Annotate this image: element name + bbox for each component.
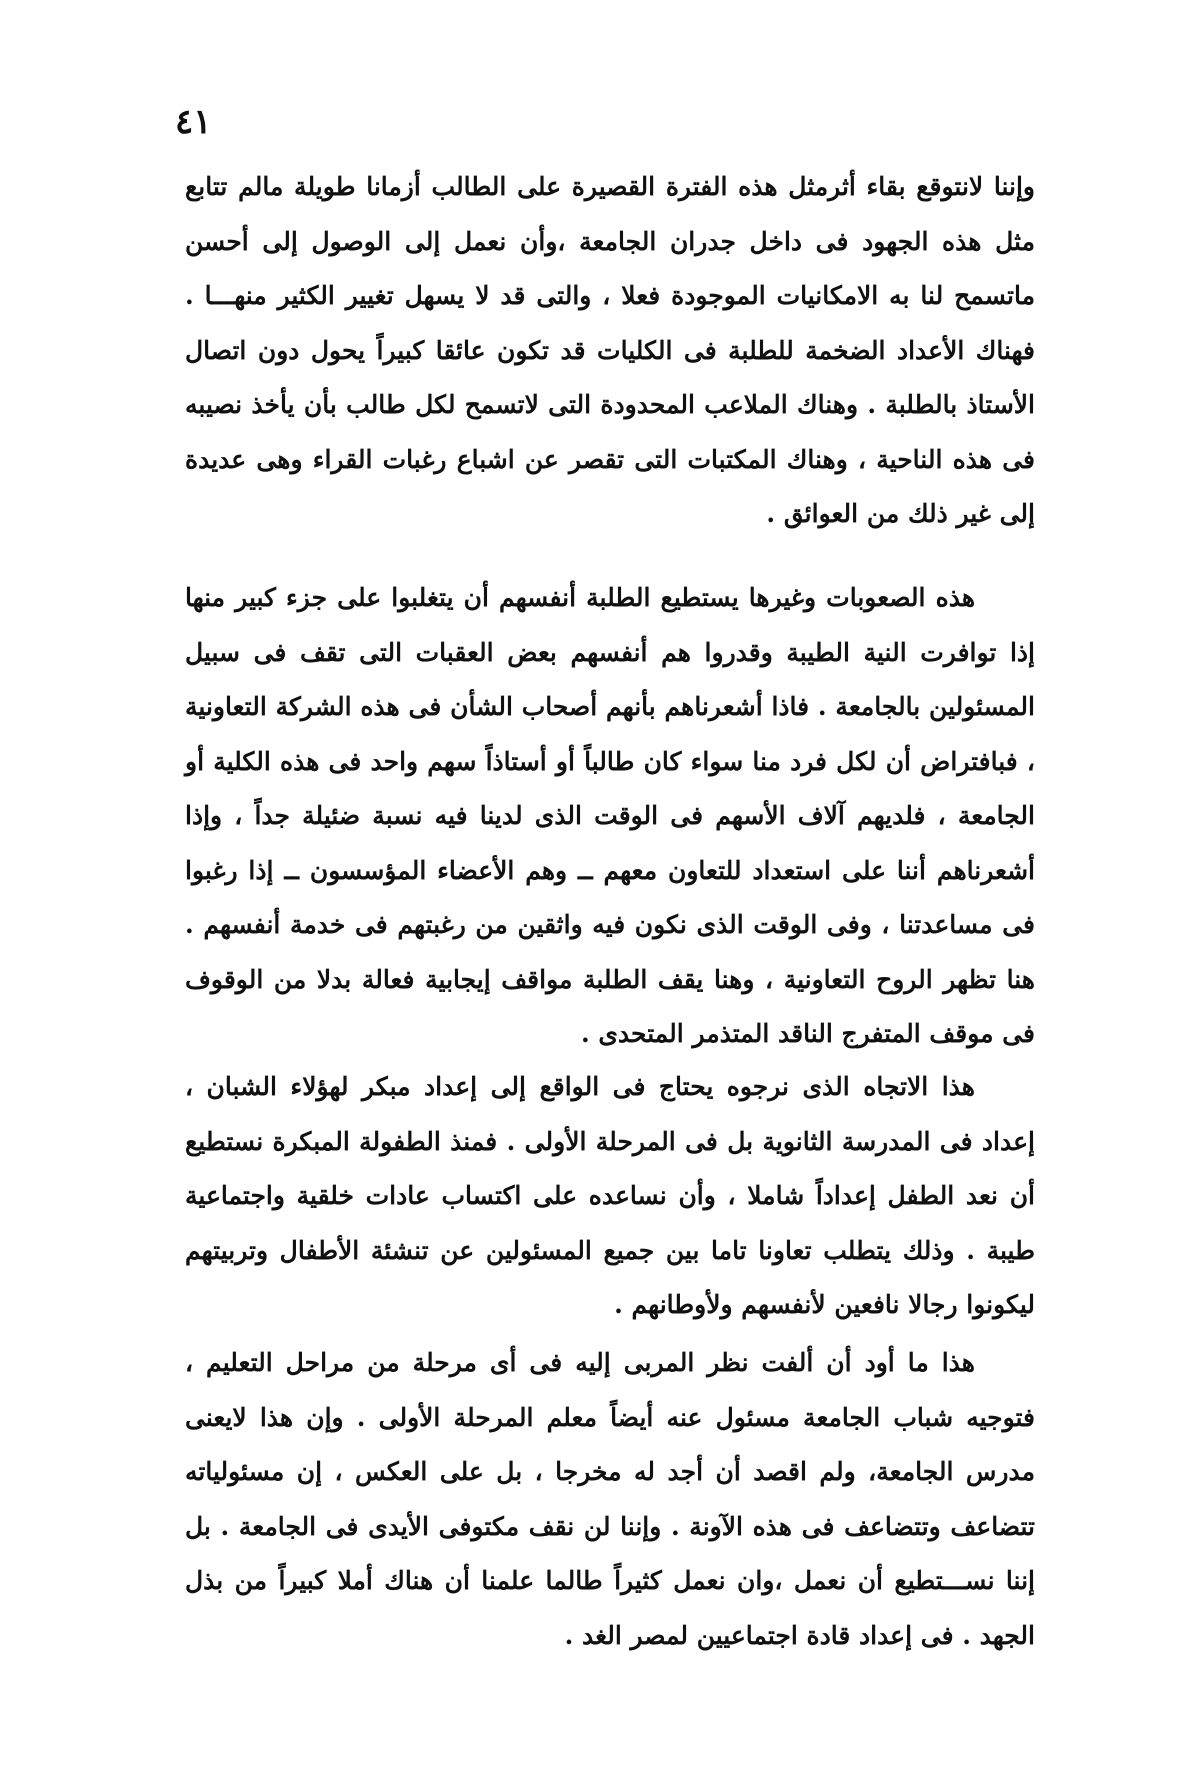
paragraph (185, 571, 1035, 1062)
paragraph-text: هذا الاتجاه الذى نرجوه يحتاج فى الواقع إلى إعداد مبكر لهؤلاء الشبان ، إعداد فى المدرسة الثانوية بل فى المرحلة الأولى . فمنذ الطفولة المبكرة نستطيع أن نعد الطفل إعداداً شاملا ، وأن نساعده على اكتساب عادات خلقية واجتماعية طيبة . وذلك يتطلب تعاونا تاما بين جميع المسئولين عن تنشئة الأطفال وتربيتهم ليكونوا رجالا نافعين لأنفسهم ولأوطانهم . (185, 1072, 1035, 1319)
paragraph (185, 160, 1035, 542)
paragraph-text: وإننا لانتوقع بقاء أثرمثل هذه الفترة القصيرة على الطالب أزمانا طويلة مالم تتابع مثل هذه الجهود فى داخل جدران الجامعة ،وأن نعمل إلى الوصول إلى أحسن ماتسمح لنا به الامكانيات الموجودة فعلا ، والتى قد لا يسهل تغيير الكثير منهـــا . فهناك الأعداد الضخمة للطلبة فى الكليات قد تكون عائقا كبيراً يحول دون اتصال الأستاذ بالطلبة . وهناك الملاعب المحدودة التى لاتسمح لكل طالب بأن يأخذ نصيبه فى هذه الناحية ، وهناك المكتبات التى تقصر عن اشباع رغبات القراء وهى عديدة إلى غير ذلك من العوائق . (185, 172, 1035, 528)
paragraph-text: هذه الصعوبات وغيرها يستطيع الطلبة أنفسهم أن يتغلبوا على جزء كبير منها إذا توافرت النية الطيبة وقدروا هم أنفسهم بعض العقبات التى تقف فى سبيل المسئولين بالجامعة . فاذا أشعرناهم بأنهم أصحاب الشأن فى هذه الشركة التعاونية ، فبافتراض أن لكل فرد منا سواء كان طالباً أو أستاذاً سهم واحد فى هذه الكلية أو الجامعة ، فلديهم آلاف الأسهم فى الوقت الذى لدينا فيه نسبة ضئيلة جداً ، وإذا أشعرناهم أننا على استعداد للتعاون معهم ــ وهم الأعضاء المؤسسون ــ إذا رغبوا فى مساعدتنا ، وفى الوقت الذى نكون فيه واثقين من رغبتهم فى خدمة أنفسهم . هنا تظهر الروح التعاونية ، وهنا يقف الطلبة مواقف إيجابية فعالة بدلا من الوقوف فى موقف المتفرج الناقد المتذمر المتحدى . (185, 583, 1035, 1048)
paragraph (185, 1060, 1035, 1333)
page-number: ٤١ (175, 102, 212, 142)
paragraph (185, 1336, 1035, 1663)
paragraph-text: هذا ما أود أن ألفت نظر المربى إليه فى أى مرحلة من مراحل التعليم ، فتوجيه شباب الجامعة مسئول عنه أيضاً معلم المرحلة الأولى . وإن هذا لايعنى مدرس الجامعة، ولم اقصد أن أجد له مخرجا ، بل على العكس ، إن مسئولياته تتضاعف وتتضاعف فى هذه الآونة . وإننا لن نقف مكتوفى الأيدى فى الجامعة . بل إننا نســـتطيع أن نعمل ،وان نعمل كثيراً طالما علمنا أن هناك أملا كبيراً من بذل الجهد . فى إعداد قادة اجتماعيين لمصر الغد . (185, 1348, 1035, 1650)
